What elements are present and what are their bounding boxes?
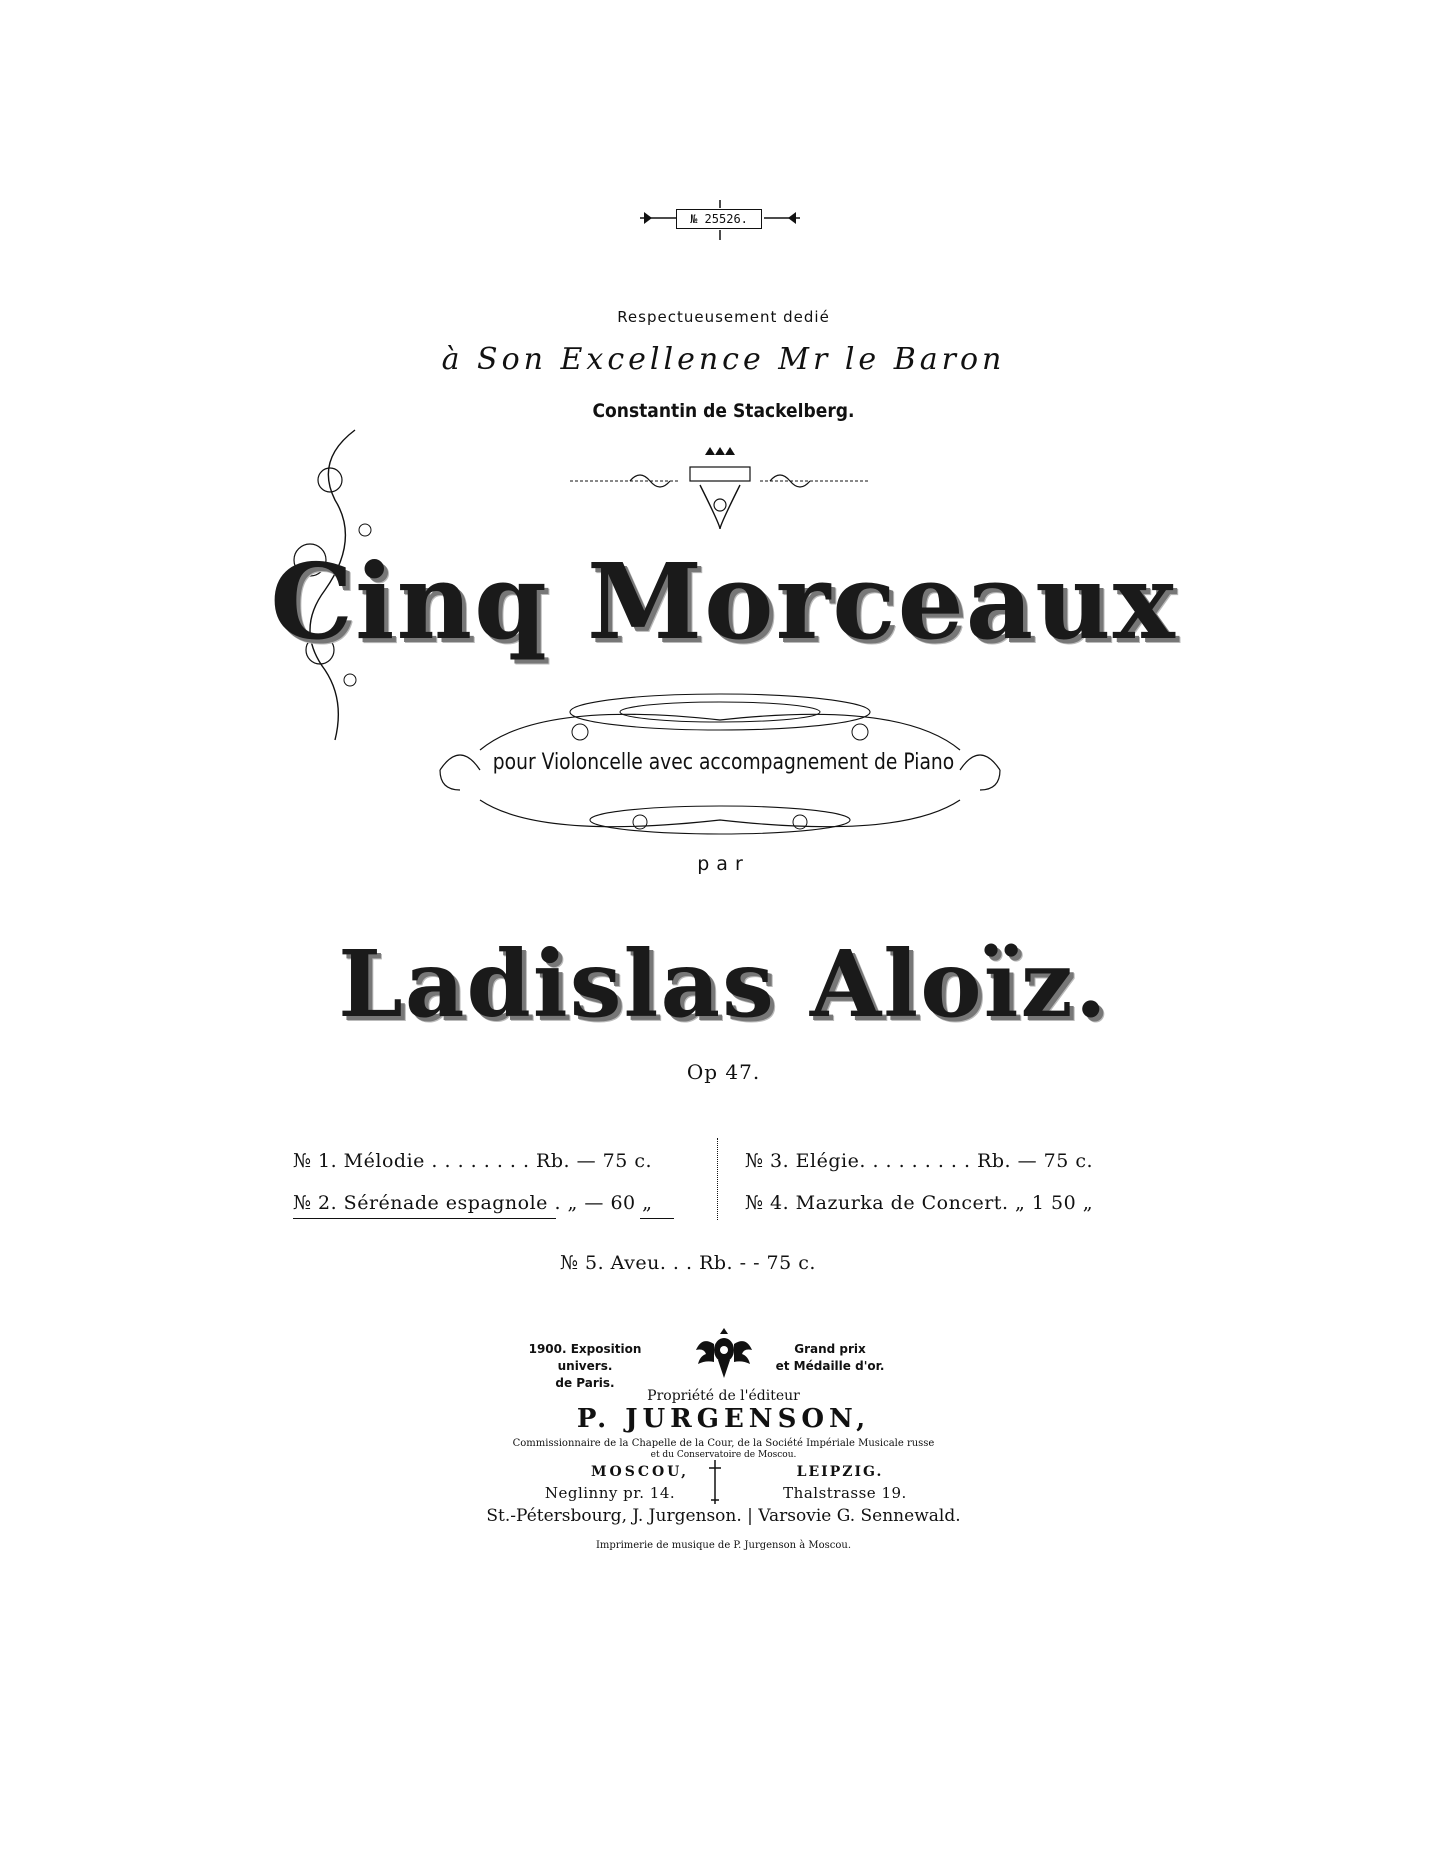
exposition-left-line-1: 1900. Exposition univers. <box>528 1342 642 1373</box>
address-leipzig: Thalstrasse 19. <box>783 1484 907 1502</box>
crown-ornament <box>570 445 870 535</box>
piece-4: № 4. Mazurka de Concert. „ 1 50 „ <box>745 1192 1094 1214</box>
piece-2-underline <box>293 1218 556 1219</box>
commission-line-2: et du Conservatoire de Moscou. <box>650 1450 797 1460</box>
propriete-label: Propriété de l'éditeur <box>647 1388 800 1404</box>
exposition-right <box>760 1341 900 1375</box>
piece-2-price-underline <box>640 1218 674 1219</box>
city-leipzig: LEIPZIG. <box>796 1464 884 1480</box>
by-label: par <box>697 853 750 875</box>
cross-ornament <box>708 1460 722 1504</box>
pieces-divider <box>717 1138 718 1220</box>
title: Cinq Morceaux <box>270 540 1177 663</box>
imprimerie-line: Imprimerie de musique de P. Jurgenson à Moscou. <box>595 1540 852 1551</box>
opus-number: Op 47. <box>686 1060 761 1084</box>
piece-3: № 3. Elégie. . . . . . . . . Rb. — 75 c. <box>745 1150 1094 1172</box>
branches-line: St.-Pétersbourg, J. Jurgenson. | Varsovie G. Sennewald. <box>486 1506 961 1526</box>
plate-number: № 25526. <box>676 209 762 229</box>
publisher-name: P. JURGENSON, <box>576 1404 871 1434</box>
composer-name: Ladislas Aloïz. <box>338 930 1109 1038</box>
commission-line-1: Commissionnaire de la Chapelle de la Cour, de la Société Impériale Musicale russe <box>512 1438 935 1449</box>
dedication-line-1: Respectueusement dedié <box>617 308 830 326</box>
imperial-eagle-icon <box>694 1326 754 1382</box>
exposition-right-line-2: et Médaille d'or. <box>775 1359 885 1373</box>
piece-5: № 5. Aveu. . . Rb. - - 75 c. <box>560 1252 816 1274</box>
exposition-left <box>505 1341 665 1392</box>
subtitle: pour Violoncelle avec accompagnement de Piano <box>492 750 955 775</box>
address-moscou: Neglinny pr. 14. <box>544 1484 676 1502</box>
city-moscou: MOSCOU, <box>591 1464 689 1480</box>
dedication-line-3: Constantin de Stackelberg. <box>592 400 855 422</box>
dedication-line-2: à Son Excellence Mr le Baron <box>441 342 1006 377</box>
exposition-right-line-1: Grand prix <box>794 1342 866 1356</box>
exposition-left-line-2: de Paris. <box>555 1376 615 1390</box>
piece-2: № 2. Sérénade espagnole . „ — 60 „ <box>293 1192 653 1214</box>
piece-1: № 1. Mélodie . . . . . . . . Rb. — 75 c. <box>293 1150 653 1172</box>
